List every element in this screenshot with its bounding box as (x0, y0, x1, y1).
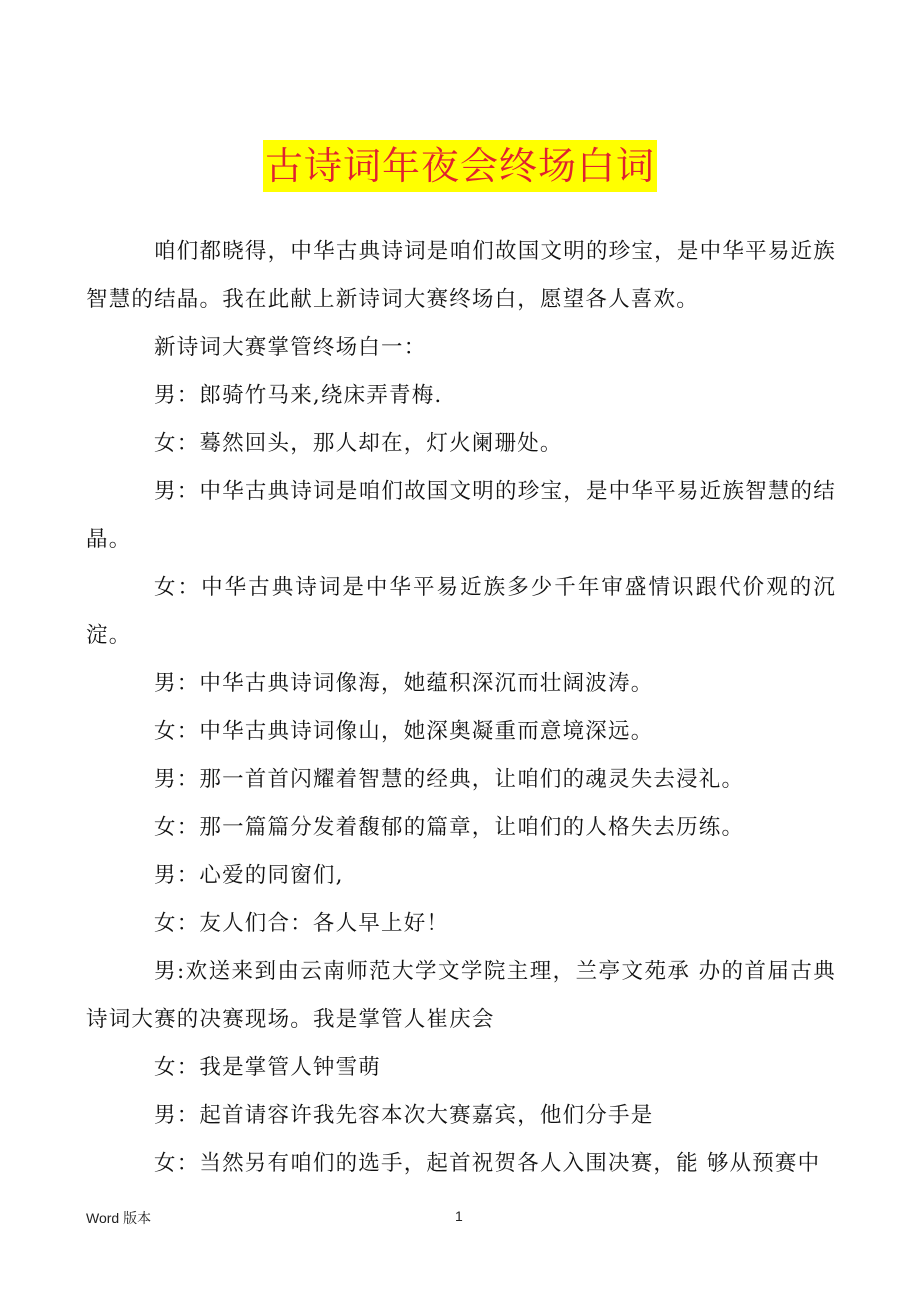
paragraph: 男：中华古典诗词像海，她蕴积深沉而壮阔波涛。 (154, 671, 654, 696)
paragraph: 女：蓦然回头，那人却在，灯火阑珊处。 (154, 431, 563, 456)
document-title: 古诗词年夜会终场白词 (263, 140, 657, 192)
paragraph: 男：郎骑竹马来,绕床弄青梅. (154, 383, 443, 408)
paragraph: 女：中华古典诗词像山，她深奥凝重而意境深远。 (154, 719, 654, 744)
paragraph: 男：那一首首闪耀着智慧的经典，让咱们的魂灵失去浸礼。 (154, 767, 745, 792)
paragraph: 咱们都晓得，中华古典诗词是咱们故国文明的珍宝，是中华平易近族智慧的结晶。我在此献上新诗词大赛终场白，愿望各人喜欢。 (86, 239, 836, 312)
paragraph: 女：友人们合：各人早上好！ (154, 911, 450, 936)
paragraph: 新诗词大赛掌管终场白一： (154, 335, 427, 360)
paragraph: 女：中华古典诗词是中华平易近族多少千年审盛情识跟代价观的沉淀。 (86, 575, 836, 648)
document-body (86, 228, 836, 1188)
paragraph: 女：那一篇篇分发着馥郁的篇章，让咱们的人格失去历练。 (154, 815, 745, 840)
paragraph: 男：心爱的同窗们, (154, 863, 344, 888)
page-number: 1 (455, 1208, 463, 1224)
paragraph: 女：当然另有咱们的选手，起首祝贺各人入围决赛，能 够从预赛中 (154, 1151, 821, 1176)
title-container (0, 140, 920, 192)
footer-word-version: Word 版本 (86, 1210, 152, 1226)
paragraph: 男:欢送来到由云南师范大学文学院主理，兰亭文苑承 办的首届古典诗词大赛的决赛现场。我是掌管人崔庆会 (86, 959, 836, 1032)
paragraph: 男：起首请容许我先容本次大赛嘉宾，他们分手是 (154, 1103, 654, 1128)
paragraph: 男：中华古典诗词是咱们故国文明的珍宝，是中华平易近族智慧的结晶。 (86, 479, 836, 552)
paragraph: 女：我是掌管人钟雪萌 (154, 1055, 382, 1080)
